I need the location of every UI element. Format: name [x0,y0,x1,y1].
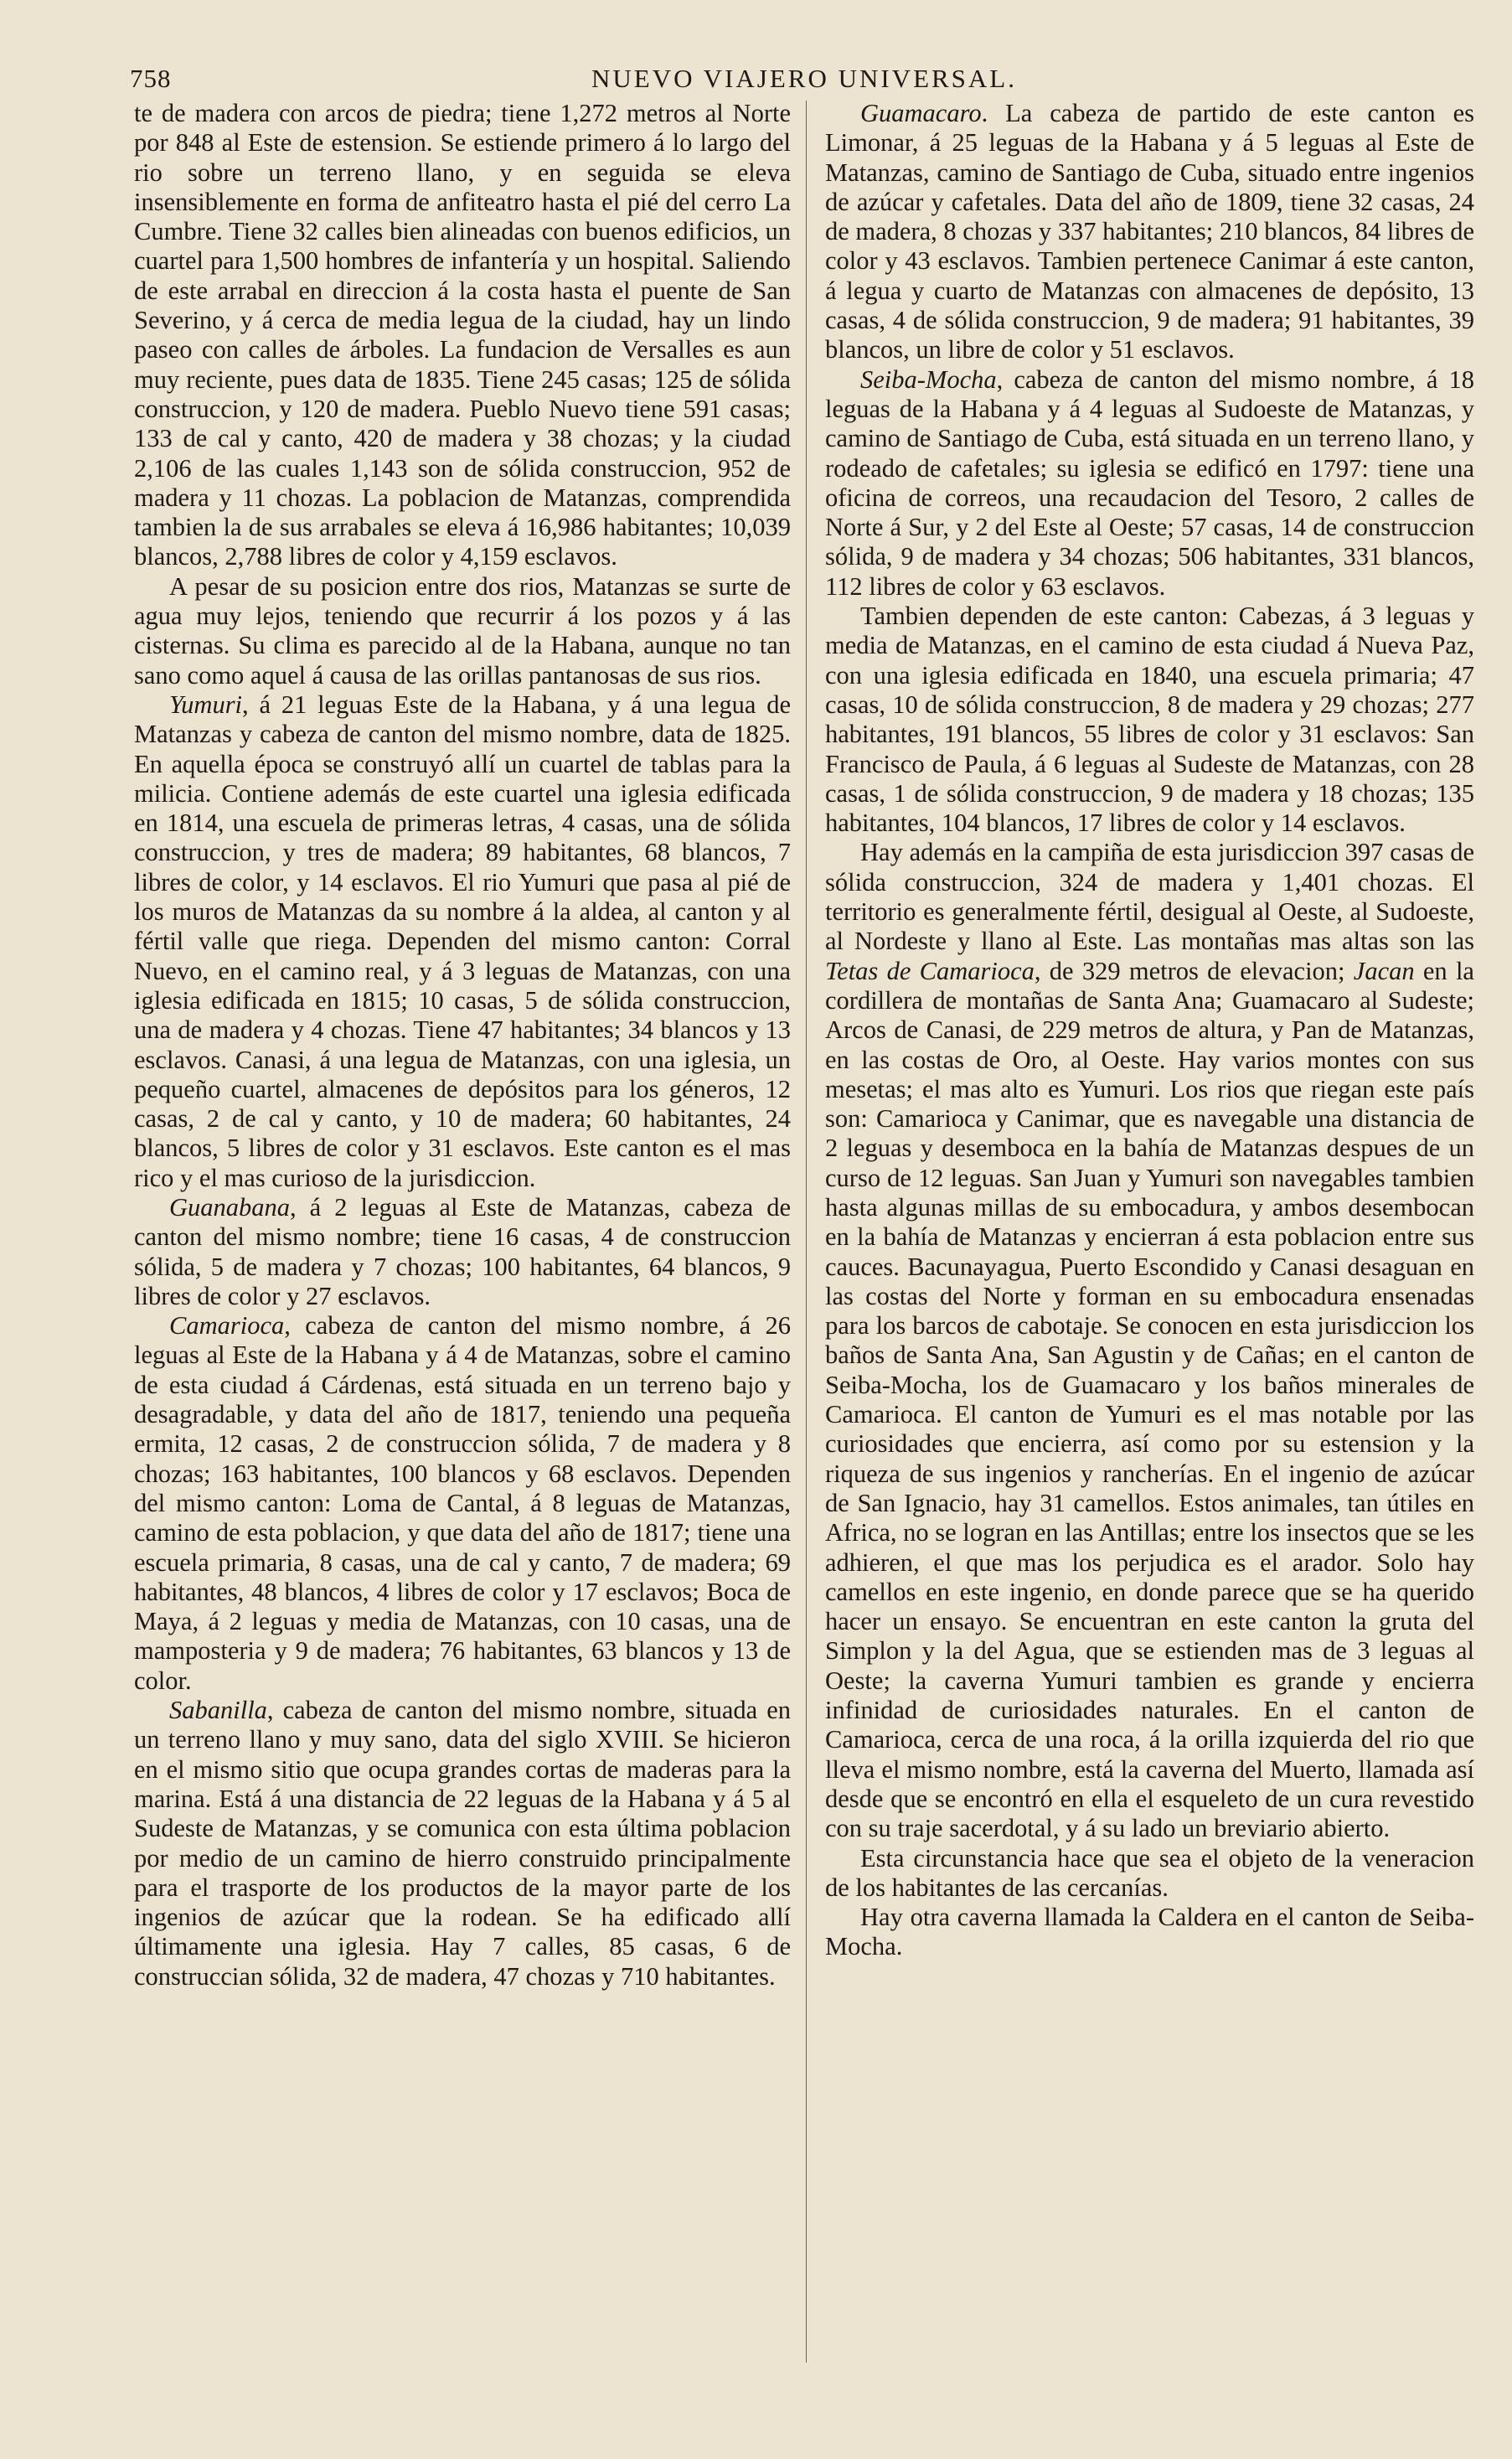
paragraph [134,1193,791,1311]
page-header [130,57,1478,96]
text-run: . La cabeza de partido de este canton es Limonar, á 25 leguas de la Habana y á 5 leguas al Este de Matanzas, camino de Santiago de Cuba, situado entre ingenios de azúcar y cafetales. Data del año de 1809, tiene 32 casas, 24 de madera, 8 chozas y 337 habitantes; 210 blancos, 84 libres de color y 43 esclavos. Tambien pertenece Canimar á este canton, á legua y cuarto de Matanzas con almacenes de depósito, 13 casas, 4 de sólida construccion, 9 de madera; 91 habitantes, 39 blancos, un libre de color y 51 esclavos. [825,99,1474,364]
italic-place-name: Yumuri [169,690,243,719]
page-number: 758 [130,64,172,93]
text-run: Tambien dependen de este canton: Cabezas, á 3 leguas y media de Matanzas, en el camino de esta ciudad á Nueva Paz, con una iglesia edificada en 1840, una escuela primaria; 47 casas, 10 de sólida construccion, 8 de madera y 29 chozas; 277 habitantes, 191 blancos, 55 libres de color y 31 esclavos: San Francisco de Paula, á 6 leguas al Sudeste de Matanzas, con 28 casas, 1 de sólida construccion, 9 de madera y 18 chozas; 135 habitantes, 104 blancos, 17 libres de color y 14 esclavos. [825,602,1474,838]
paragraph [825,99,1474,365]
text-run: A pesar de su posicion entre dos rios, Matanzas se surte de agua muy lejos, teniendo que recurrir á los pozos y á las cisternas. Su clima es parecido al de la Habana, aunque no tan sano como aquel á causa de las orillas pantanosas de sus rios. [134,571,791,690]
text-run: te de madera con arcos de piedra; tiene 1,272 metros al Norte por 848 al Este de estension. Se estiende primero á lo largo del rio sobre un terreno llano, y en seguida se eleva insensiblemente en forma de anfiteatro hasta el pié del cerro La Cumbre. Tiene 32 calles bien alineadas con buenos edificios, un cuartel para 1,500 hombres de infantería y un hospital. Saliendo de este arrabal en direccion á la costa hasta el puente de San Severino, y á cerca de media legua de la ciudad, hay un lindo paseo con calles de árboles. La fundacion de Versalles es aun muy reciente, pues data de 1835. Tiene 245 casas; 125 de sólida construccion, y 120 de madera. Pueblo Nuevo tiene 591 casas; 133 de cal y canto, 420 de madera y 38 chozas; y la ciudad 2,106 de las cuales 1,143 son de sólida construccion, 952 de madera y 11 chozas. La poblacion de Matanzas, comprendida tambien la de sus arrabales se eleva á 16,986 habitantes; 10,039 blancos, 2,788 libres de color y 4,159 esclavos. [134,99,791,571]
text-run: Hay además en la campiña de esta jurisdiccion 397 casas de sólida construccion, 324 de madera y 1,401 chozas. El territorio es generalmente fértil, desigual al Oeste, al Sudoeste, al Nordeste y llano al Este. Las montañas mas altas son las [825,838,1474,956]
italic-place-name: Seiba-Mocha [860,364,997,394]
text-run: Esta circunstancia hace que sea el objeto de la veneracion de los habitantes de las cercanías. [825,1843,1474,1902]
text-run: Hay otra caverna llamada la Caldera en el canton de Seiba-Mocha. [825,1903,1474,1961]
paragraph [134,99,791,572]
italic-place-name: Sabanilla [169,1696,267,1725]
running-title: NUEVO VIAJERO UNIVERSAL. [591,64,1017,93]
italic-place-name: Tetas de Camarioca [825,956,1035,985]
italic-place-name: Jacan [1353,956,1415,985]
paragraph [134,1311,791,1696]
right-text-column [825,99,1474,1962]
paragraph [825,1844,1474,1904]
text-run: , cabeza de canton del mismo nombre, á 18 leguas de la Habana y á 4 leguas al Sudoeste de Matanzas, y camino de Santiago de Cuba, está situada en un terreno llano, y rodeado de cafetales; su iglesia se edificó en 1797: tiene una oficina de correos, una recaudacion del Tesoro, 2 calles de Norte á Sur, y 2 del Este al Oeste; 57 casas, 14 de construccion sólida, 9 de madera y 34 chozas; 506 habitantes, 331 blancos, 112 libres de color y 63 esclavos. [825,364,1474,601]
paragraph [134,572,791,690]
text-run: , de 329 metros de elevacion; [1034,956,1354,985]
column-divider [806,101,807,2363]
text-run: , á 21 leguas Este de la Habana, y á una legua de Matanzas y cabeza de canton del mismo nombre, data de 1825. En aquella época se construyó allí un cuartel de tablas para la milicia. Contiene además de este cuartel una iglesia edificada en 1814, una escuela de primeras letras, 4 casas, una de sólida construccion, y tres de madera; 89 habitantes, 68 blancos, 7 libres de color, y 14 esclavos. El rio Yumuri que pasa al pié de los muros de Matanzas da su nombre á la aldea, al canton y al fértil valle que riega. Dependen del mismo canton: Corral Nuevo, en el camino real, y á 3 leguas de Matanzas, con una iglesia edificada en 1815; 10 casas, 5 de sólida construccion, una de madera y 4 chozas. Tiene 47 habitantes; 34 blancos y 13 esclavos. Canasi, á una legua de Matanzas, con una iglesia, un pequeño cuartel, almacenes de depósitos para los géneros, 12 casas, 2 de cal y canto, y 10 de madera; 60 habitantes, 24 blancos, 5 libres de color y 31 esclavos. Este canton es el mas rico y el mas curioso de la jurisdiccion. [134,690,791,1192]
italic-place-name: Guamacaro [860,99,982,127]
text-run: en la cordillera de montañas de Santa Ana; Guamacaro al Sudeste; Arcos de Canasi, de 229 metros de altura, y Pan de Matanzas, en las costas de Oro, al Oeste. Hay varios montes con sus mesetas; el mas alto es Yumuri. Los rios que riegan este país son: Camarioca y Canimar, que es navegable una distancia de 2 leguas y desemboca en la bahía de Matanzas despues de un curso de 12 leguas. San Juan y Yumuri son navegables tambien hasta algunas millas de su embocadura, y ambos desembocan en la bahía de Matanzas y encierran á esta poblacion entre sus cauces. Bacunayagua, Puerto Escondido y Canasi desaguan en las costas del Norte y forman en su embocadura ensenadas para los barcos de cabotaje. Se conocen en esta jurisdiccion los baños de Santa Ana, San Agustin y de Cañas; en el canton de Seiba-Mocha, los de Guamacaro y los baños minerales de Camarioca. El canton de Yumuri es el mas notable por las curiosidades que encierra, así como por su estension y la riqueza de sus ingenios y rancherías. En el ingenio de azúcar de San Ignacio, hay 31 camellos. Estos animales, tan útiles en Africa, no se logran en las Antillas; entre los insectos que se les adhieren, el que mas los perjudica es el arador. Solo hay camellos en este ingenio, en donde parece que se ha querido hacer un ensayo. Se encuentran en este canton la gruta del Simplon y la del Agua, que se estienden mas de 3 leguas al Oeste; la caverna Yumuri tambien es grande y encierra infinidad de curiosidades naturales. En el canton de Camarioca, cerca de una roca, á la orilla izquierda del rio que lleva el mismo nombre, está la caverna del Muerto, llamada así desde que se encontró en ella el esqueleto de un cura revestido con su traje sacerdotal, y á su lado un breviario abierto. [825,956,1475,1843]
paragraph [825,602,1474,838]
paragraph [825,838,1474,1843]
text-run: , á 2 leguas al Este de Matanzas, cabeza de canton del mismo nombre; tiene 16 casas, 4 de construccion sólida, 5 de madera y 7 chozas; 100 habitantes, 64 blancos, 9 libres de color y 27 esclavos. [134,1192,791,1310]
text-run: , cabeza de canton del mismo nombre, situada en un terreno llano y muy sano, data del siglo XVIII. Se hicieron en el mismo sitio que ocupa grandes cortas de maderas para la marina. Está á una distancia de 22 leguas de la Habana y á 5 al Sudeste de Matanzas, y se comunica con esta última poblacion por medio de un camino de hierro construido principalmente para el trasporte de los productos de la mayor parte de los ingenios de azúcar que la rodean. Se ha edificado allí últimamente una iglesia. Hay 7 calles, 85 casas, 6 de construccian sólida, 32 de madera, 47 chozas y 710 habitantes. [134,1696,791,1991]
paragraph [134,690,791,1193]
italic-place-name: Camarioca [169,1311,285,1341]
paragraph [134,1696,791,1991]
paragraph [825,365,1474,602]
paragraph [825,1903,1474,1962]
left-text-column [134,99,791,1991]
text-run: , cabeza de canton del mismo nombre, á 26 leguas al Este de la Habana y á 4 de Matanzas, sobre el camino de esta ciudad á Cárdenas, está situada en un terreno bajo y desagradable, y data del año de 1817, teniendo una pequeña ermita, 12 casas, 2 de construccion sólida, 7 de madera y 8 chozas; 163 habitantes, 100 blancos y 68 esclavos. Dependen del mismo canton: Loma de Cantal, á 8 leguas de Matanzas, camino de esta poblacion, y que data del año de 1817; tiene una escuela primaria, 8 casas, una de cal y canto, 7 de madera; 69 habitantes, 48 blancos, 4 libres de color y 17 esclavos; Boca de Maya, á 2 leguas y media de Matanzas, con 10 casas, una de mamposteria y 9 de madera; 76 habitantes, 63 blancos y 13 de color. [134,1311,791,1695]
italic-place-name: Guanabana [169,1192,291,1222]
